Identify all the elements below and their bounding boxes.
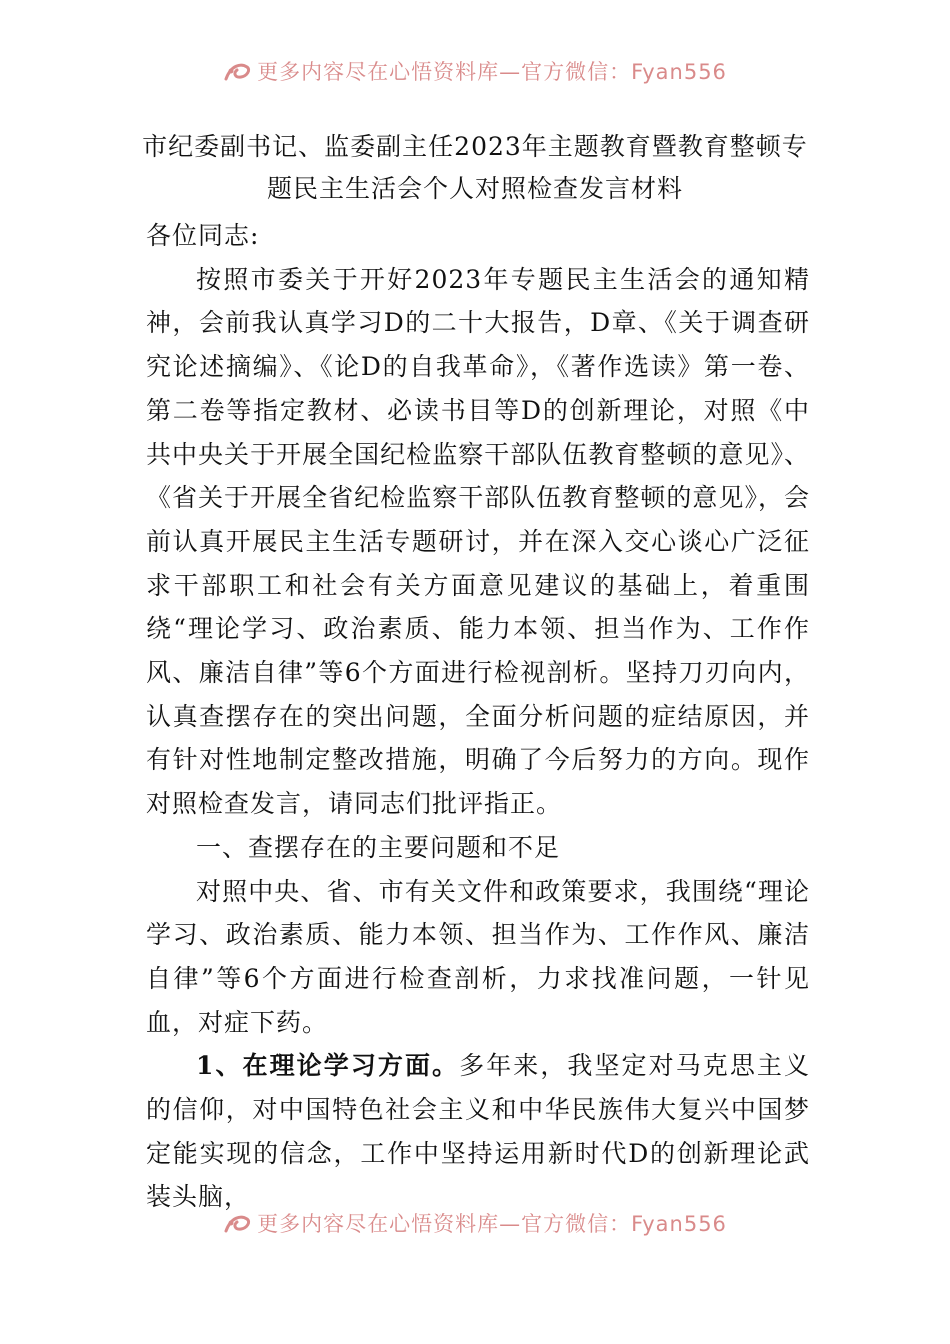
item1-heading: 1、在理论学习方面。 (196, 1051, 460, 1081)
document-title: 市纪委副书记、监委副主任2023年主题教育暨教育整顿专题民主生活会个人对照检查发言材料 (142, 132, 808, 203)
document-body (146, 214, 810, 1219)
section-heading-1: 一、查摆存在的主要问题和不足 (196, 832, 561, 862)
watermark-header (0, 56, 950, 86)
paragraph-section1: 对照中央、省、市有关文件和政策要求，我围绕“理论学习、政治素质、能力本领、担当作为、工作作风、廉洁自律”等6个方面进行检查剖析，力求找准问题，一针见血，对症下药。 (146, 876, 810, 1037)
watermark-footer (0, 1208, 950, 1238)
salutation: 各位同志: (146, 221, 260, 250)
paragraph-intro: 按照市委关于开好2023年专题民主生活会的通知精神，会前我认真学习D的二十大报告，D章、《关于调查研究论述摘编》、《论D的自我革命》，《著作选读》第一卷、第二卷等指定教材、必读书目等D的创新理论，对照《中共中央关于开展全国纪检监察干部队伍教育整顿的意见》、《省关于开展全省纪检监察干部队伍教育整顿的意见》，会前认真开展民主生活专题研讨，并在深入交心谈心广泛征求干部职工和社会有关方面意见建议的基础上，着重围绕“理论学习、政治素质、能力本领、担当作为、工作作风、廉洁自律”等6个方面进行检视剖析。坚持刀刃向内，认真查摆存在的突出问题，全面分析问题的症结原因，并有针对性地制定整改措施，明确了今后努力的方向。现作对照检查发言，请同志们批评指正。 (146, 264, 810, 819)
watermark-logo-icon (223, 1213, 253, 1235)
paragraph-item1 (146, 1044, 810, 1219)
watermark-text: 更多内容尽在心悟资料库—官方微信：Fyan556 (257, 1212, 727, 1236)
item1-text: 多年来，我坚定对马克思主义的信仰，对中国特色社会主义和中华民族伟大复兴中国梦定能实现的信念，工作中坚持运用新时代D的创新理论武装头脑， (146, 1051, 810, 1212)
watermark-text: 更多内容尽在心悟资料库—官方微信：Fyan556 (257, 60, 727, 84)
watermark-logo-icon (223, 61, 253, 83)
